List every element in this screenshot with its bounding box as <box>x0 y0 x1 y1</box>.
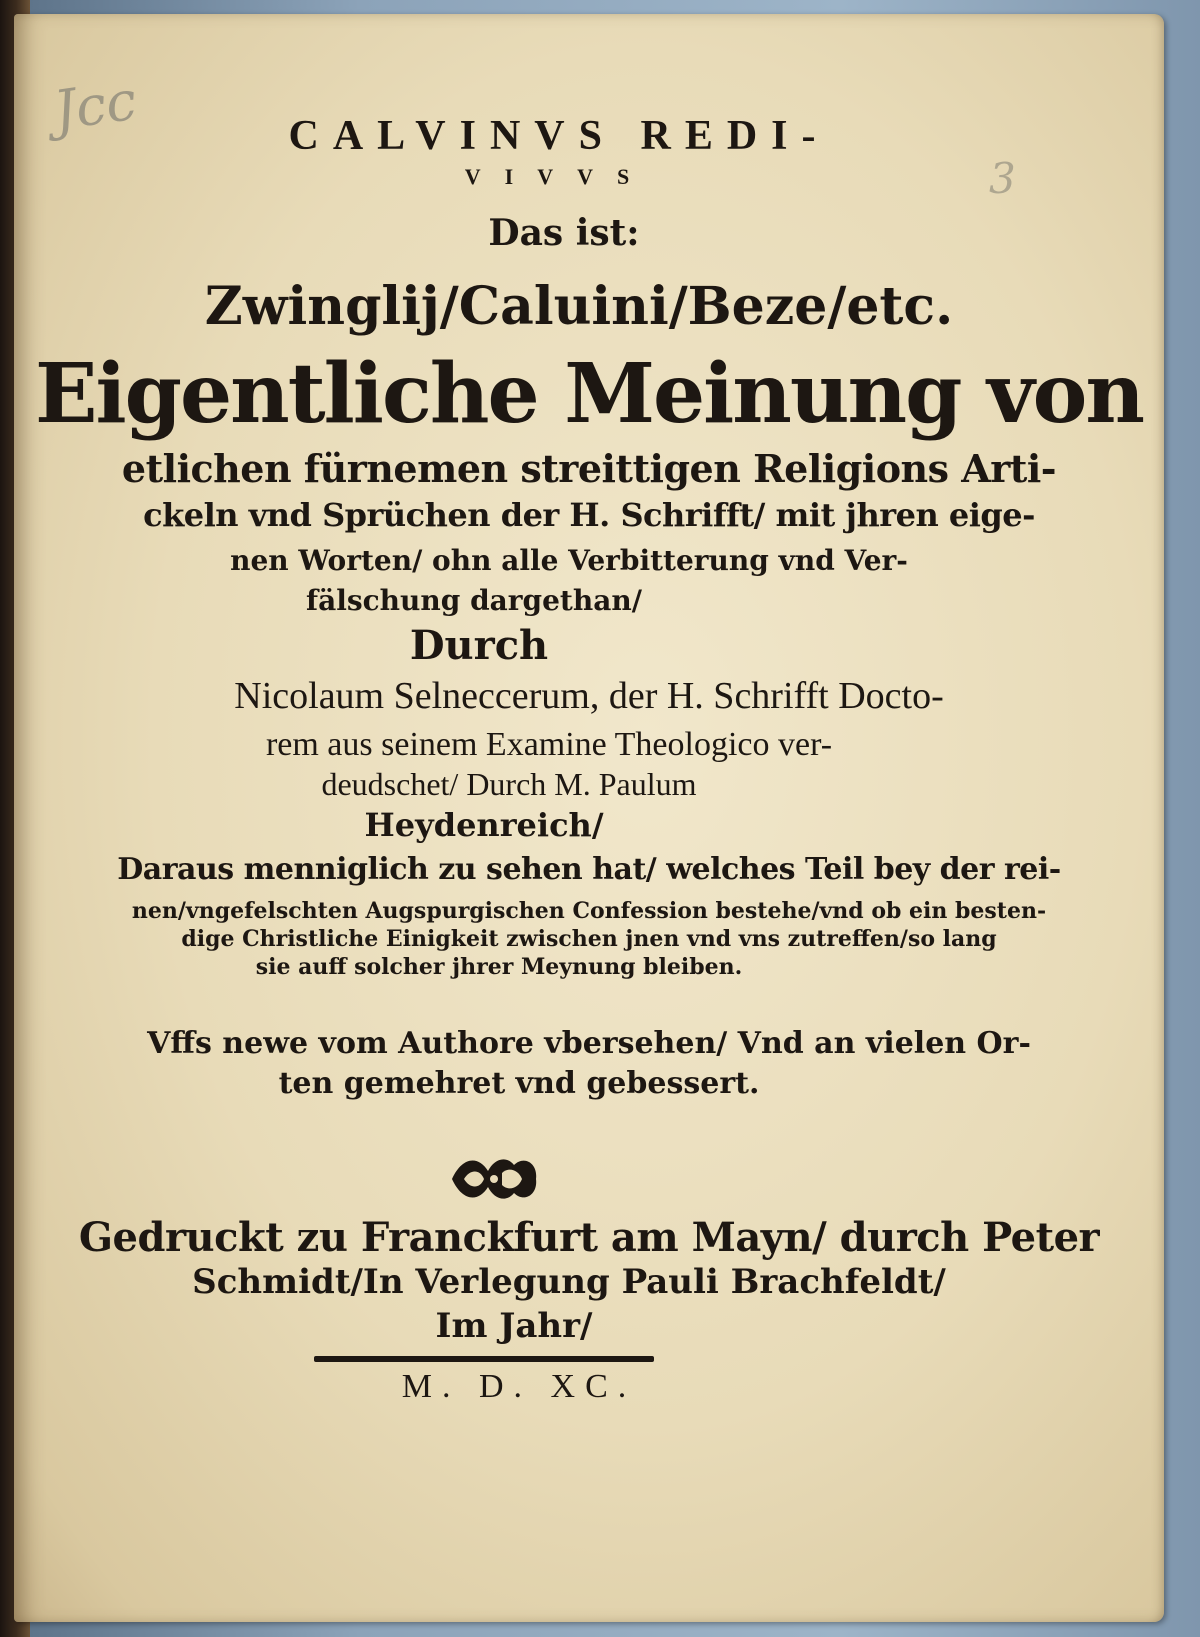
title-line-1: CALVINVS REDI- <box>288 113 830 159</box>
subtitle-line-3: nen Worten/ ohn alle Verbitterung vnd Ver- <box>230 544 908 577</box>
margin-note-right: 3 <box>989 154 1016 203</box>
author-line-4: Heydenreich/ <box>364 806 604 844</box>
imprint-line-1: Gedruckt zu Franckfurt am Mayn/ durch Peter <box>78 1214 1100 1261</box>
subtitle-line-1: etlichen fürnemen streittigen Religions Arti- <box>121 446 1057 491</box>
edition-line-2: ten gemehret vnd gebessert. <box>278 1066 760 1101</box>
imprint-rule <box>314 1356 654 1362</box>
edition-line-1: Vffs newe vom Authore vbersehen/ Vnd an vielen Or- <box>147 1026 1031 1061</box>
imprint-year: M. D. XC. <box>401 1368 637 1405</box>
subtitle-line-4: fälschung dargethan/ <box>306 584 642 617</box>
imprint-line-2: Schmidt/In Verlegung Pauli Brachfeldt/ <box>192 1262 946 1302</box>
author-line-1: Nicolaum Selneccerum, der H. Schrifft Docto- <box>234 675 944 717</box>
printers-ornament-icon <box>444 1149 544 1209</box>
author-durch: Durch <box>409 622 549 669</box>
title-das-ist: Das ist: <box>488 212 640 254</box>
purpose-line-3: dige Christliche Einigkeit zwischen jnen vnd vns zutreffen/so lang <box>181 926 997 952</box>
imprint-line-3: Im Jahr/ <box>435 1306 593 1346</box>
margin-note-left: Jcc <box>50 68 141 143</box>
purpose-line-4: sie auff solcher jhrer Meynung bleiben. <box>255 954 743 980</box>
title-line-2: VIVVS <box>464 164 654 189</box>
title-page <box>14 14 1164 1622</box>
purpose-line-1: Daraus menniglich zu sehen hat/ welches Teil bey der rei- <box>117 852 1061 887</box>
purpose-line-2: nen/vngefelschten Augspurgischen Confession bestehe/vnd ob ein besten- <box>131 898 1047 924</box>
author-line-3: deudschet/ Durch M. Paulum <box>321 766 697 802</box>
main-title: Eigentliche Meinung von <box>34 346 1143 442</box>
title-names: Zwinglij/Caluini/Beze/etc. <box>204 276 954 337</box>
subtitle-line-2: ckeln vnd Sprüchen der H. Schrifft/ mit jhren eige- <box>143 496 1035 534</box>
author-line-2: rem aus seinem Examine Theologico ver- <box>265 726 833 763</box>
